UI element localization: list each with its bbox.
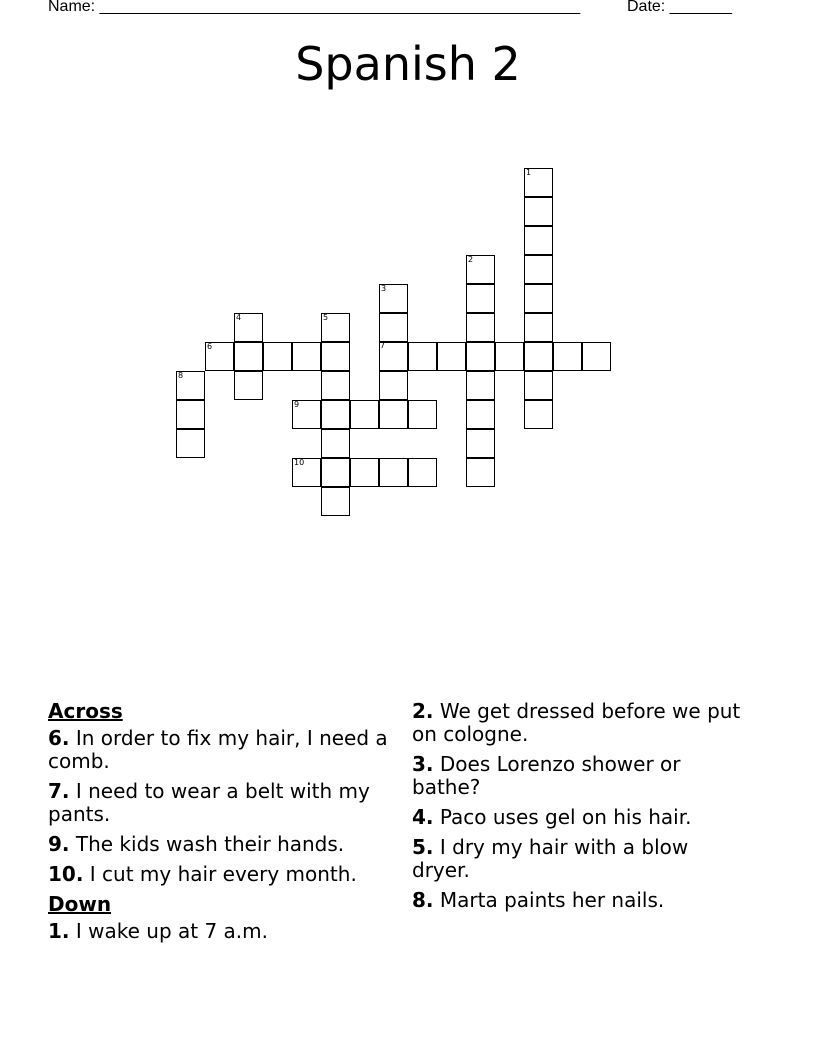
grid-cell[interactable] [321,487,350,516]
clue-item [412,889,742,912]
clue-item [48,833,393,856]
down-heading: Down [48,892,112,916]
date-field: Date: _______ [627,0,732,15]
grid-cell[interactable] [466,400,495,429]
clue-item [48,727,393,773]
grid-cell[interactable] [350,400,379,429]
grid-cell[interactable] [524,313,553,342]
clue-number-label: 1. [48,919,70,943]
clue-number-label: 3. [412,752,434,776]
grid-cell[interactable] [321,313,350,342]
grid-cell[interactable] [524,371,553,400]
grid-cell[interactable] [524,168,553,197]
clues-left-column [48,700,393,950]
clue-number: 7 [380,341,386,350]
clue-item [48,920,393,943]
grid-cell[interactable] [524,226,553,255]
across-heading: Across [48,699,123,723]
grid-cell[interactable] [263,342,292,371]
grid-cell[interactable] [524,197,553,226]
clue-text: We get dressed before we put on cologne. [412,699,741,746]
grid-cell[interactable] [292,400,321,429]
clues-right-column [412,700,742,919]
clue-item [48,780,393,826]
clue-number-label: 9. [48,832,70,856]
grid-cell[interactable] [466,429,495,458]
clue-text: I dry my hair with a blow dryer. [412,835,689,882]
clue-number-label: 10. [48,862,84,886]
clue-number: 5 [323,313,329,322]
grid-cell[interactable] [321,342,350,371]
name-field: Name: ______________________________________________________ [48,0,581,15]
grid-cell[interactable] [292,458,321,487]
grid-cell[interactable] [495,342,524,371]
clue-text: I wake up at 7 a.m. [75,919,268,943]
clue-item [412,700,742,746]
clue-number-label: 8. [412,888,434,912]
clue-number: 8 [178,371,184,380]
grid-cell[interactable] [466,284,495,313]
grid-cell[interactable] [437,342,466,371]
clue-text: In order to fix my hair, I need a comb. [48,726,388,773]
grid-cell[interactable] [524,255,553,284]
grid-cell[interactable] [321,400,350,429]
grid-cell[interactable] [379,400,408,429]
clue-text: The kids wash their hands. [75,832,345,856]
clue-number: 4 [236,313,242,322]
clue-number: 6 [207,342,213,351]
grid-cell[interactable] [321,371,350,400]
grid-cell[interactable] [321,458,350,487]
clue-text: Paco uses gel on his hair. [439,805,692,829]
grid-cell[interactable] [379,313,408,342]
grid-cell[interactable] [466,371,495,400]
clue-text: I need to wear a belt with my pants. [48,779,370,826]
grid-cell[interactable] [176,400,205,429]
grid-cell[interactable] [524,342,553,371]
grid-cell[interactable] [524,400,553,429]
grid-cell[interactable] [234,313,263,342]
grid-cell[interactable] [321,429,350,458]
clue-number: 9 [294,400,300,409]
clue-item [412,806,742,829]
clue-text: Marta paints her nails. [439,888,665,912]
grid-cell[interactable] [176,371,205,400]
grid-cell[interactable] [466,255,495,284]
clue-item [412,836,742,882]
grid-cell[interactable] [466,458,495,487]
grid-cell[interactable] [234,342,263,371]
grid-cell[interactable] [553,342,582,371]
clue-number: 3 [381,284,387,293]
clue-number-label: 5. [412,835,434,859]
clue-item [48,863,393,886]
grid-cell[interactable] [408,400,437,429]
clue-number-label: 2. [412,699,434,723]
clue-number: 10 [294,458,305,467]
clue-item [412,753,742,799]
grid-cell[interactable] [466,313,495,342]
grid-cell[interactable] [466,342,495,371]
clue-text: Does Lorenzo shower or bathe? [412,752,681,799]
clue-number-label: 7. [48,779,70,803]
grid-cell[interactable] [176,429,205,458]
clue-number-label: 4. [412,805,434,829]
page-title: Spanish 2 [295,37,521,91]
grid-cell[interactable] [582,342,611,371]
grid-cell[interactable] [379,371,408,400]
grid-cell[interactable] [350,458,379,487]
grid-cell[interactable] [234,371,263,400]
grid-cell[interactable] [408,458,437,487]
grid-cell[interactable] [379,284,408,313]
grid-cell[interactable] [379,458,408,487]
grid-cell[interactable] [205,342,234,371]
grid-cell[interactable] [408,342,437,371]
clue-number: 1 [526,168,532,177]
clue-number: 2 [468,255,474,264]
grid-cell[interactable] [524,284,553,313]
clue-number-label: 6. [48,726,70,750]
clue-text: I cut my hair every month. [89,862,357,886]
grid-cell[interactable] [292,342,321,371]
